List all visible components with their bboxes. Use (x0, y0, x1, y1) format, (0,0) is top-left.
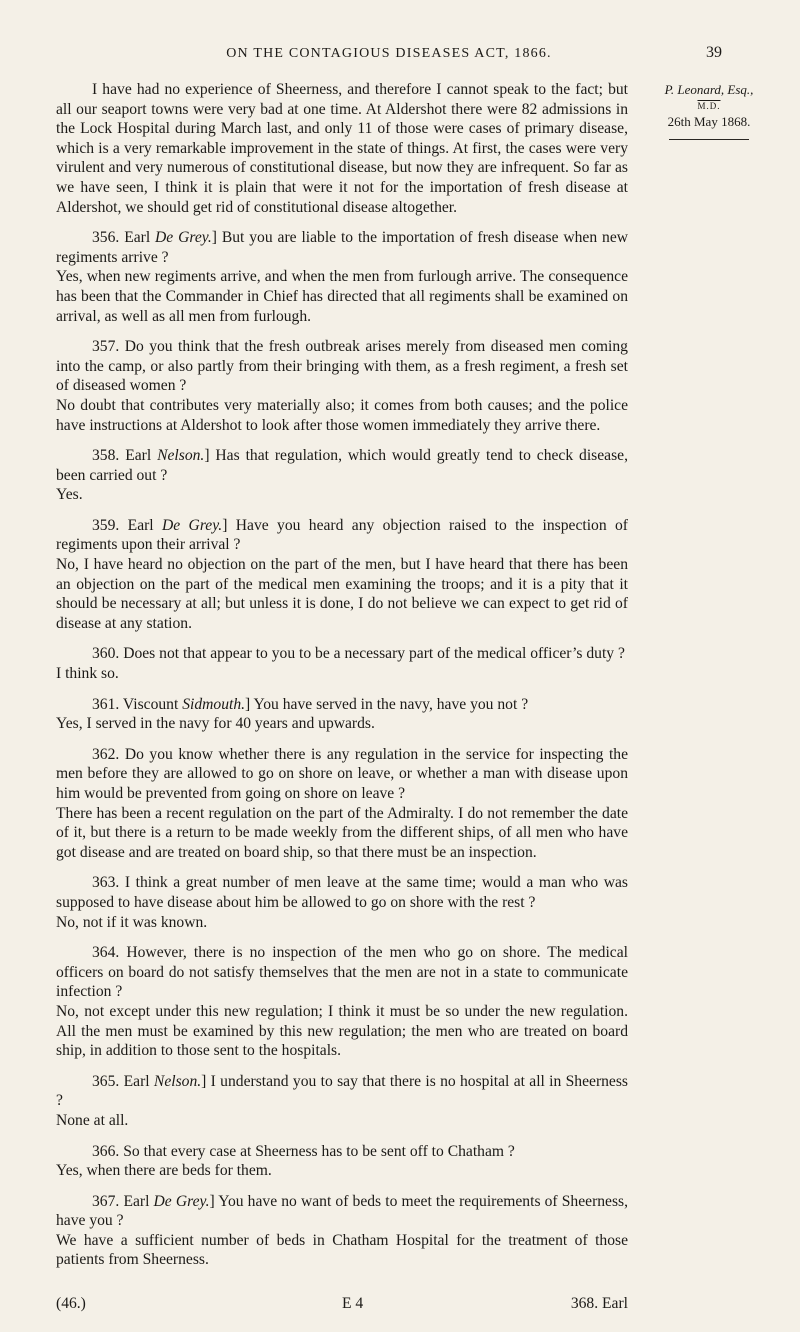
question-number: 362. (92, 745, 120, 763)
answer-paragraph (56, 1002, 628, 1061)
answer-paragraph (56, 485, 628, 505)
question-paragraph (56, 695, 628, 715)
question-number: 356. (92, 229, 120, 247)
question-number: 366. (92, 1142, 120, 1160)
answer-paragraph (56, 714, 628, 734)
question-paragraph (56, 1192, 628, 1231)
signature-mark: (46.) (56, 1295, 86, 1312)
paragraph-text: Do you know whether there is any regulation in the service for inspecting the men before they are allowed to go on shore on leave, or whether a man with disease upon him would be prevented from going on shore on leave ? (56, 745, 628, 802)
evidence-date: 26th May 1868. (667, 114, 751, 129)
paragraph-text: I think a great number of men leave at the same time; would a man who was supposed to have disease about him be allowed to go on shore with the rest ? (56, 874, 628, 911)
question-paragraph (56, 516, 628, 555)
margin-rule (669, 139, 749, 140)
paragraph-text: Yes, when new regiments arrive, and when the men from furlough arrive. The consequence has been that the Commander in Chief has directed that all regiments shall be examined on arrival, as well as all men from furlough. (56, 268, 628, 325)
question-paragraph (56, 337, 628, 396)
paragraph-text: Yes, when there are beds for them. (56, 1162, 272, 1180)
paragraph-text: No doubt that contributes very materially also; it comes from both causes; and the police have instructions at Aldershot to look after those women immediately they arrive there. (56, 396, 628, 434)
paragraph-text: However, there is no inspection of the men who go on shore. The medical officers on board do not satisfy themselves that the men are not in a state to communicate infection ? (56, 944, 628, 1001)
question-paragraph (56, 943, 628, 1002)
answer-paragraph (56, 1161, 628, 1181)
paragraph-text: So that every case at Sheerness has to be sent off to Chatham ? (123, 1142, 515, 1160)
paragraph-text: Yes. (56, 486, 83, 504)
paragraph-text: Do you think that the fresh outbreak arises merely from diseased men coming into the camp, or also partly from their bringing with them, as a fresh regiment, a fresh set of diseased women ? (56, 338, 628, 395)
answer-paragraph (56, 913, 628, 933)
questioner: Earl Nelson.] (125, 447, 210, 465)
answer-paragraph (56, 664, 628, 684)
question-number: 365. (92, 1072, 120, 1090)
answer-paragraph (56, 1111, 628, 1131)
gathering-mark: E 4 (342, 1295, 364, 1312)
paragraph-text: Have you heard any objection raised to the inspection of regiments upon their arrival ? (56, 516, 629, 554)
paragraph-text: No, not if it was known. (56, 913, 208, 931)
question-paragraph (56, 446, 628, 485)
question-number: 363. (92, 874, 120, 892)
paragraph-text: No, not except under this new regulation; I think it must be so under the new regulation. All the men must be examined by this new regulation; the men who are treated on board ship, in addition to those sent to the hospitals. (56, 1002, 628, 1060)
question-number: 359. (92, 516, 120, 534)
answer-paragraph (56, 555, 628, 633)
questioner: Earl De Grey.] (124, 229, 217, 247)
question-paragraph (56, 644, 628, 664)
paragraph-text: I understand you to say that there is no hospital at all in Sheerness ? (56, 1072, 628, 1110)
opening-paragraph (56, 80, 628, 217)
paragraph-text: But you are liable to the importation of fresh disease when new regiments arrive ? (56, 229, 629, 266)
question-paragraph (56, 1142, 628, 1162)
question-number: 364. (92, 944, 120, 962)
question-number: 361. (92, 695, 120, 713)
page-number: 39 (706, 44, 722, 61)
paragraph-text: You have no want of beds to meet the requirements of Sheerness, have you ? (56, 1192, 629, 1230)
question-paragraph (56, 1072, 628, 1111)
question-number: 367. (92, 1192, 120, 1210)
paragraph-text: I think so. (56, 665, 119, 683)
answer-paragraph (56, 804, 628, 863)
running-title: ON THE CONTAGIOUS DISEASES ACT, 1866. (226, 46, 552, 61)
margin-note (634, 81, 784, 140)
paragraph-text: Has that regulation, which would greatly tend to check disease, been carried out ? (56, 447, 628, 484)
page-footer (56, 1295, 628, 1317)
witness-name: P. Leonard, Esq., (664, 82, 754, 97)
catchword: 368. Earl (570, 1295, 628, 1312)
paragraph-text: None at all. (56, 1111, 129, 1129)
question-number: 360. (92, 645, 120, 663)
questioner: Earl Nelson.] (123, 1072, 207, 1090)
question-paragraph (56, 228, 628, 267)
paragraph-text: We have a sufficient number of beds in Chatham Hospital for the treatment of those patients from Sheerness. (56, 1231, 628, 1269)
body-text (56, 80, 628, 1270)
answer-paragraph (56, 396, 628, 435)
paragraph-text: No, I have heard no objection on the part of the men, but I have heard that there has been an objection on the part of the medical men examining the troops; and it is a pity that it should be necessary at all; but unless it is done, I do not believe we can expect to get rid of disease at any station. (56, 556, 628, 632)
question-number: 358. (92, 447, 120, 465)
question-number: 357. (92, 338, 120, 356)
questioner: Viscount Sidmouth.] (122, 695, 251, 713)
paragraph-text: Yes, I served in the navy for 40 years and upwards. (56, 715, 375, 733)
answer-paragraph (56, 1231, 628, 1270)
witness-degree: M.D. (697, 101, 721, 111)
questioner: Earl De Grey.] (123, 1192, 215, 1210)
question-paragraph (56, 873, 628, 912)
question-paragraph (56, 745, 628, 804)
paragraph-text: There has been a recent regulation on the part of the Admiralty. I do not remember the date of it, but there is a return to be made weekly from the different ships, of all men who have got disease and are treated on board ship, so that there must be an inspection. (56, 804, 628, 861)
paragraph-text: Does not that appear to you to be a necessary part of the medical officer’s duty ? (123, 645, 625, 663)
paragraph-text: You have served in the navy, have you not ? (253, 695, 529, 713)
answer-paragraph (56, 267, 628, 326)
questioner: Earl De Grey.] (127, 516, 228, 534)
running-header (56, 46, 722, 68)
paragraph-text: I have had no experience of Sheerness, and therefore I cannot speak to the fact; but all our seaport towns were very bad at one time. At Aldershot there were 82 admissions in the Lock Hospital during March last, and only 11 of those were cases of primary disease, which is a very remarkable improvement in the state of things. At first, the cases were very virulent and very numerous of constitutional disease, but now they are infrequent. So far as we have seen, I think it is plain that were it not for the importation of fresh disease at Aldershot, we should get rid of constitutional disease altogether. (56, 81, 628, 216)
